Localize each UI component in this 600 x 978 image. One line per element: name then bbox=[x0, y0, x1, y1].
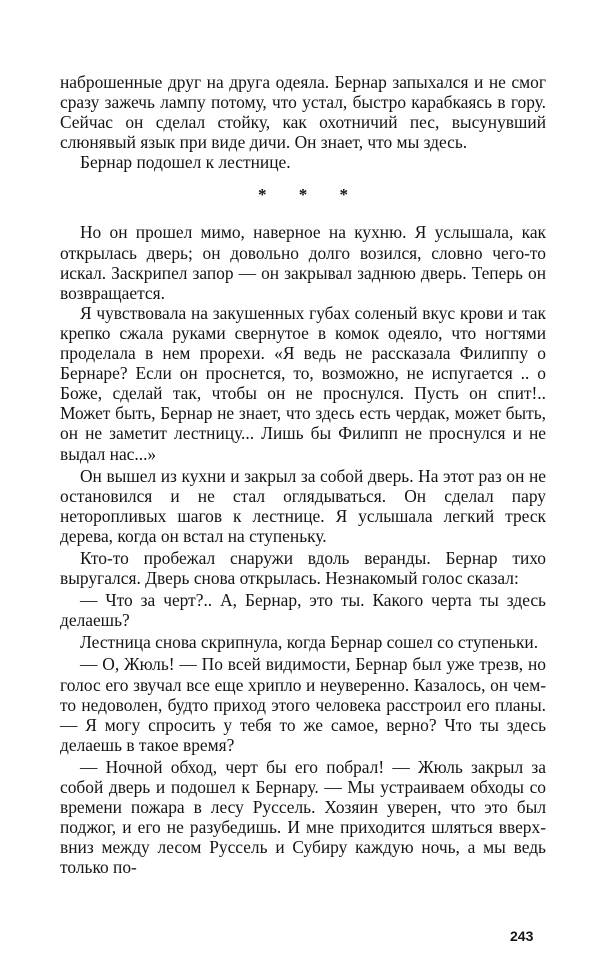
dialogue-paragraph: — Что за черт?.. А, Бернар, это ты. Какого черта ты здесь делаешь? bbox=[60, 590, 546, 631]
paragraph: Лестница снова скрипнула, когда Бернар сошел со ступеньки. bbox=[80, 632, 539, 653]
paragraph-continued: наброшенные друг на друга одеяла. Бернар запыхался и не смог сразу зажечь лампу потому, что устал, быстро карабкаясь в гору. Сейчас он сделал стойку, как охотничий пес, высунувший слюнявый язык при виде дичи. Он знает, что мы здесь. bbox=[60, 72, 546, 153]
dialogue-paragraph: — О, Жюль! — По всей видимости, Бернар был уже трезв, но голос его звучал все еще хрипло и неуверенно. Казалось, он чем-то недоволен, будто приход этого человека расстроил его планы. — Я могу спросить у тебя то же самое, верно? Что ты здесь делаешь в такое время? bbox=[60, 654, 546, 755]
paragraph: Он вышел из кухни и закрыл за собой дверь. На этот раз он не остановился и не стал оглядываться. Он сделал пару неторопливых шагов к лестнице. Я услышала легкий треск дерева, когда он встал на ступеньку. bbox=[60, 465, 546, 546]
paragraph: Но он прошел мимо, наверное на кухню. Я услышала, как открылась дверь; он довольно долго возился, словно чего-то искал. Заскрипел запор — он закрывал заднюю дверь. Теперь он возвращается. bbox=[60, 222, 546, 303]
page-number: 243 bbox=[510, 928, 534, 944]
section-separator: * * * bbox=[258, 185, 362, 205]
paragraph: Кто-то пробежал снаружи вдоль веранды. Бернар тихо выругался. Дверь снова открылась. Незнакомый голос сказал: bbox=[60, 547, 546, 589]
paragraph: Я чувствовала на закушенных губах соленый вкус крови и так крепко сжала руками свернутое в комок одеяло, что ногтями проделала в нем прорехи. «Я ведь не рассказала Филиппу о Бернаре? Если он проснется, то, возможно, не испугается .. о Боже, сделай так, чтобы он не проснулся. Пусть он спит!.. Может быть, Бернар не знает, что здесь есть чердак, может быть, он не заметит лестницу... Лишь бы Филипп не проснулся и не выдал нас...» bbox=[60, 302, 546, 464]
paragraph: Бернар подошел к лестнице. bbox=[80, 152, 291, 173]
dialogue-paragraph: — Ночной обход, черт бы его побрал! — Жюль закрыл за собой дверь и подошел к Бернару. — Мы устраиваем обходы со времени пожара в лесу Руссель. Хозяин уверен, что это был поджог, и его не разубедишь. И мне приходится шляться вверх-вниз между лесом Руссель и Субиру каждую ночь, а мы ведь только по- bbox=[60, 756, 546, 878]
book-page bbox=[60, 72, 546, 877]
